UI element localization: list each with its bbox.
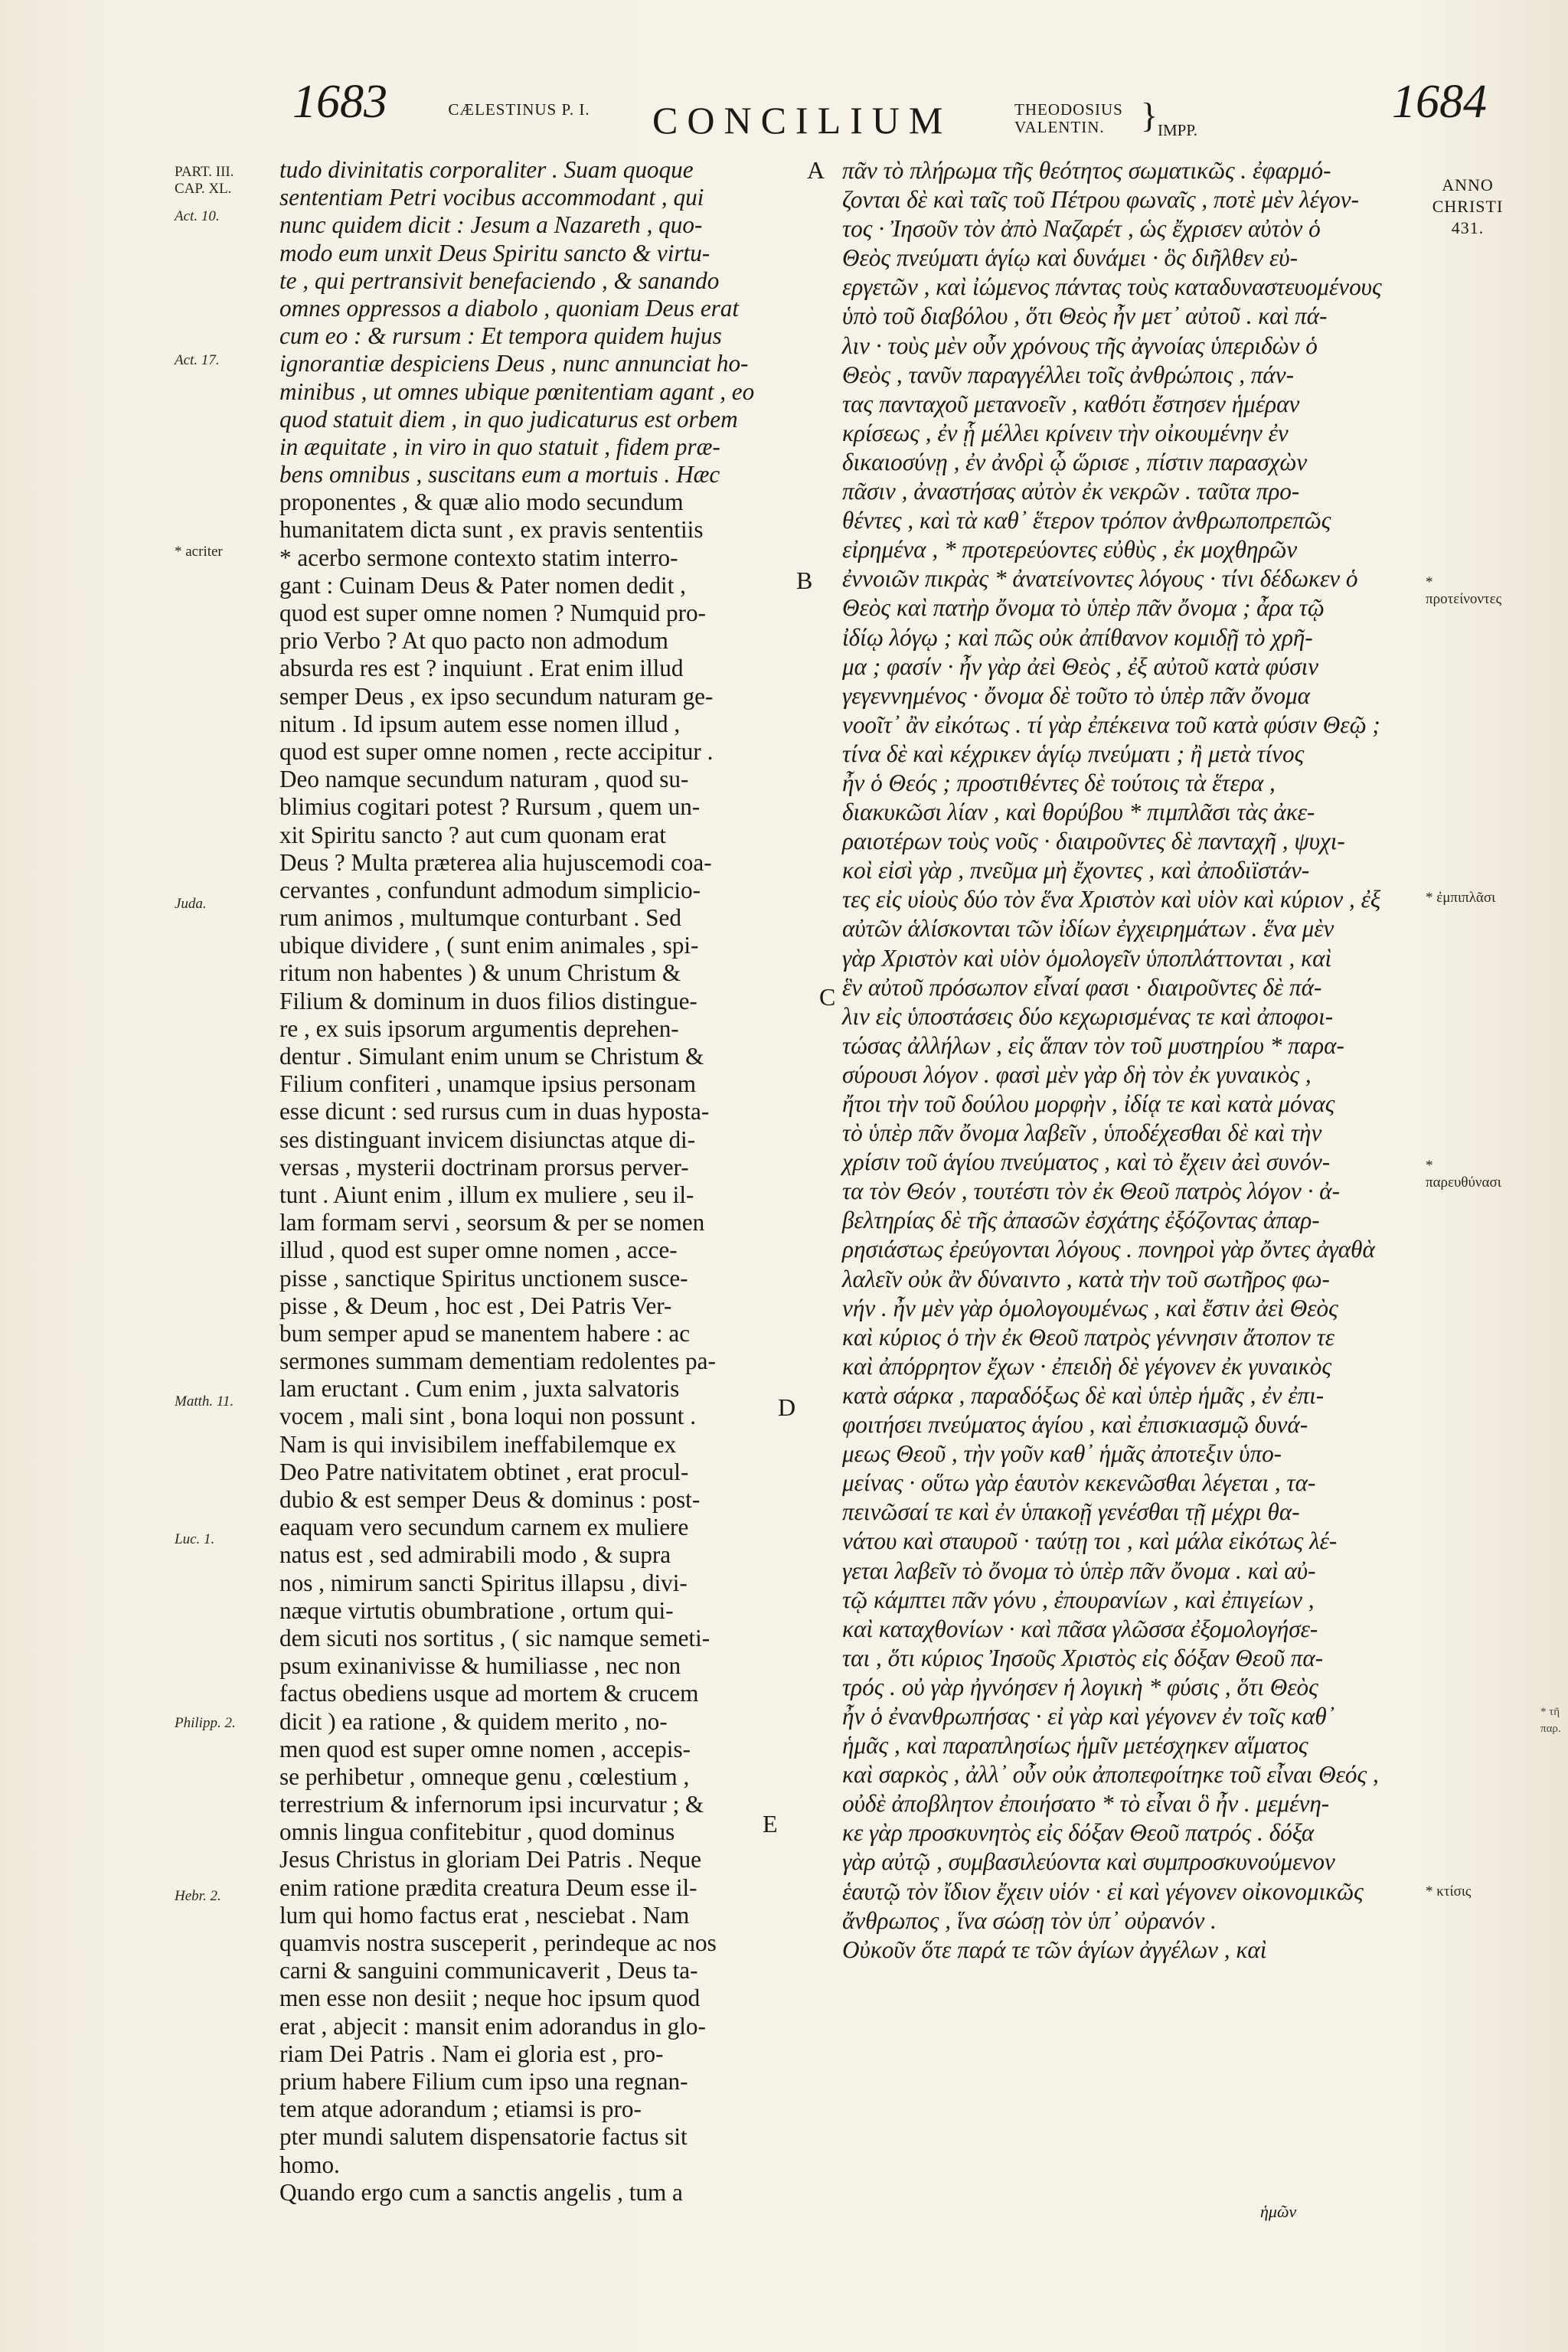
edge-note: * τῆ παρ. (1540, 1706, 1561, 1735)
latin-text-line: omnes oppressos a diabolo , quoniam Deus erat (279, 294, 740, 322)
latin-text-line: men esse non desiit ; neque hoc ipsum quod (279, 1984, 701, 2012)
latin-text-line: blimius cogitari potest ? Rursum , quem un- (279, 793, 701, 821)
greek-text-line: ἦν ὁ Θεός ; προστιθέντες δὲ τούτοις τὰ ἕτερα , (842, 769, 1276, 796)
page-number-left: 1683 (292, 76, 387, 128)
greek-text-line: τος · Ἰησοῦν τὸν ἀπὸ Ναζαρέτ , ὡς ἔχρισεν αὐτὸν ὁ (842, 215, 1321, 243)
latin-text-line: modo eum unxit Deus Spiritu sancto & virtu- (279, 239, 710, 266)
latin-text-line: absurda res est ? inquiunt . Erat enim illud (279, 655, 684, 682)
latin-text-line: prio Verbo ? At quo pacto non admodum (279, 627, 668, 655)
greek-text-line: ραιοτέρων τοὺς νοῦς · διαιροῦντες δὲ πανταχῆ , ψυχι- (842, 828, 1345, 855)
greek-text-line: πεινῶσαί τε καὶ ἐν ὑπακοῇ γενέσθαι τῇ μέχρι θα- (842, 1498, 1300, 1526)
greek-text-line: θέντες , καὶ τὰ καθ᾽ ἕτερον τρόπον ἀνθρωποπρεπῶς (842, 507, 1331, 534)
latin-text-line: cum eo : & rursum : Et tempora quidem hujus (279, 322, 722, 350)
greek-text-line: τες εἰς υἱοὺς δύο τὸν ἕνα Χριστὸν καὶ υἱὸν καὶ κύριον , ἐξ (842, 886, 1381, 913)
greek-text-line: καὶ καταχθονίων · καὶ πᾶσα γλῶσσα ἐξομολογήσε- (842, 1615, 1318, 1642)
latin-text-line: tudo divinitatis corporaliter . Suam quoque (279, 156, 694, 183)
latin-text-line: gant : Cuinam Deus & Pater nomen dedit , (279, 571, 686, 599)
latin-text-line: bum semper apud se manentem habere : ac (279, 1319, 691, 1347)
greek-text-line: μα ; φασίν · ἦν γὰρ ἀεὶ Θεὸς , ἐξ αὐτοῦ κατὰ φύσιν (842, 652, 1319, 680)
greek-text-line: τώσας ἀλλήλων , εἰς ἅπαν τὸν τοῦ μυστηρίου * παρα- (842, 1031, 1344, 1059)
greek-text-line: γεται λαβεῖν τὸ ὄνομα τὸ ὑπὲρ πᾶν ὄνομα . καὶ αὐ- (842, 1557, 1316, 1584)
latin-text-line: se perhibetur , omneque genu , cœlestium , (279, 1762, 690, 1790)
latin-text-line: terrestrium & infernorum ipsi incurvatur ; & (279, 1791, 704, 1818)
greek-text-line: τα τὸν Θεόν , τουτέστι τὸν ἐκ Θεοῦ πατρὸς λόγον · ἀ- (842, 1178, 1341, 1205)
margin-note-ref: Luc. 1. (175, 1531, 215, 1547)
latin-text-line: pter mundi salutem dispensatorie factus sit (279, 2123, 688, 2151)
latin-text-line: Filium & dominum in duos filios distingue- (279, 987, 697, 1014)
margin-note-variant: * κτίσις (1426, 1883, 1472, 1900)
latin-text-line: nunc quidem dicit : Jesum a Nazareth , quo- (279, 211, 703, 239)
greek-text-line: κρίσεως , ἐν ᾗ μέλλει κρίνειν τὴν οἰκουμένην ἐν (842, 419, 1289, 446)
greek-text-line: δικαιοσύνῃ , ἐν ἀνδρὶ ᾧ ὥρισε , πίστιν παρασχὼν (842, 448, 1308, 475)
latin-text-line: homo. (279, 2151, 340, 2178)
greek-text-line: νάτου καὶ σταυροῦ · ταύτῃ τοι , καὶ μάλα εἰκότως λέ- (842, 1527, 1338, 1555)
latin-text-line: in æquitate , in viro in quo statuit , fidem præ- (279, 433, 720, 460)
greek-text-line: ἐννοιῶν πικρὰς * ἀνατείνοντες λόγους · τίνι δέδωκεν ὁ (842, 565, 1358, 593)
greek-text-line: κε γὰρ προσκυνητὸς εἰς δόξαν Θεοῦ πατρός . δόξα (842, 1819, 1315, 1847)
latin-text-line: lum qui homo factus erat , nesciebat . Nam (279, 1901, 690, 1929)
latin-text-line: * acerbo sermone contexto statim interro- (279, 544, 678, 571)
greek-text-line: ται , ὅτι κύριος Ἰησοῦς Χριστὸς εἰς δόξαν Θεοῦ πα- (842, 1644, 1324, 1671)
latin-text-line: lam eructant . Cum enim , juxta salvatoris (279, 1375, 680, 1403)
greek-text-line: μεως Θεοῦ , τὴν γοῦν καθ᾽ ἡμᾶς ἀποτεξιν ὑπο- (842, 1440, 1282, 1468)
latin-text-line: esse dicunt : sed rursus cum in duas hyposta- (279, 1098, 710, 1125)
latin-text-line: prium habere Filium cum ipso una regnan- (279, 2067, 688, 2095)
latin-text-line: semper Deus , ex ipso secundum naturam ge- (279, 682, 714, 710)
margin-note-ref: Matth. 11. (175, 1393, 234, 1410)
greek-text-line: οὐδὲ ἀποβλητον ἐποιήσατο * τὸ εἶναι ὃ ἦν . μεμένη- (842, 1790, 1330, 1818)
section-letter: C (819, 983, 836, 1011)
margin-note-part: PART. III. CAP. XL. (175, 164, 234, 197)
greek-text-line: Θεὸς πνεύματι ἁγίῳ καὶ δυνάμει · ὃς διῆλθεν εὐ- (842, 244, 1298, 272)
greek-text-line: λαλεῖν οὐκ ἂν δύναιντο , κατὰ τὴν τοῦ σωτῆρος φω- (842, 1265, 1330, 1292)
latin-text-line: sermones summam dementiam redolentes pa- (279, 1348, 716, 1375)
greek-column (842, 156, 1393, 1965)
running-head-left: CÆLESTINUS P. I. (448, 100, 590, 119)
latin-text-line: riam Dei Patris . Nam ei gloria est , pro- (279, 2040, 664, 2067)
latin-text-line: Deo Patre nativitatem obtinet , erat procul- (279, 1458, 689, 1485)
catchword: ἡμῶν (1260, 2202, 1297, 2221)
greek-text-line: τας πανταχοῦ μετανοεῖν , καθότι ἔστησεν ἡμέραν (842, 390, 1300, 417)
latin-text-line: re , ex suis ipsorum argumentis deprehen- (279, 1014, 679, 1042)
greek-text-line: τὸ ὑπὲρ πᾶν ὄνομα λαβεῖν , ὑποδέχεσθαι δὲ καὶ τὴν (842, 1119, 1322, 1147)
margin-note-ref: Philipp. 2. (175, 1715, 236, 1731)
latin-text-line: xit Spiritu sancto ? aut cum quonam erat (279, 821, 666, 848)
latin-text-line: ubique dividere , ( sunt enim animales , spi- (279, 932, 699, 959)
greek-text-line: ἰδίῳ λόγῳ ; καὶ πῶς οὐκ ἀπίθανον κομιδῇ τὸ χρῆ- (842, 623, 1313, 651)
latin-text-line: quamvis nostra susceperit , perindeque ac nos (279, 1929, 717, 1956)
latin-text-line: Jesus Christus in gloriam Dei Patris . Neque (279, 1846, 701, 1873)
latin-text-line: dicit ) ea ratione , & quidem merito , no- (279, 1707, 668, 1735)
latin-text-line: Deus ? Multa præterea alia hujuscemodi coa- (279, 848, 712, 876)
latin-text-line: nitum . Id ipsum autem esse nomen illud , (279, 710, 681, 737)
running-head-impp: IMPP. (1158, 121, 1197, 139)
latin-text-line: eaquam vero secundum carnem ex muliere (279, 1514, 689, 1541)
section-letter: B (796, 567, 813, 594)
latin-text-line: te , qui pertransivit benefaciendo , & sanando (279, 266, 720, 294)
latin-text-line: ignorantiæ despiciens Deus , nunc annunciat ho- (279, 350, 749, 377)
greek-text-line: ρησιάστως ἐρεύγονται λόγους . πονηροὶ γὰρ ὄντες ἀγαθὰ (842, 1236, 1375, 1263)
latin-text-line: quod est super omne nomen , recte accipitur . (279, 737, 714, 765)
greek-text-line: πᾶσιν , ἀναστήσας αὐτὸν ἐκ νεκρῶν . ταῦτα προ- (842, 478, 1300, 505)
greek-text-line: σύρουσι λόγον . φασὶ μὲν γὰρ δὴ τὸν ἐκ γυναικὸς , (842, 1060, 1312, 1088)
latin-text-line: men quod est super omne nomen , accepis- (279, 1735, 691, 1762)
latin-text-line: humanitatem dicta sunt , ex pravis sententiis (279, 516, 704, 544)
header-brace: } (1141, 96, 1158, 135)
greek-text-line: νήν . ἦν μὲν γὰρ ὁμολογουμένως , καὶ ἔστιν ἀεὶ Θεὸς (842, 1294, 1338, 1321)
page-title: CONCILIUM (652, 99, 952, 142)
latin-text-line: Nam is qui invisibilem ineffabilemque ex (279, 1430, 677, 1458)
greek-text-line: γεγεννημένος · ὄνομα δὲ τοῦτο τὸ ὑπὲρ πᾶν ὄνομα (842, 681, 1311, 709)
greek-text-line: γὰρ αὐτῷ , συμβασιλεύοντα καὶ συμπροσκυνούμενον (842, 1848, 1335, 1876)
latin-text-line: tunt . Aiunt enim , illum ex muliere , seu il- (279, 1181, 694, 1208)
greek-text-line: γὰρ Χριστὸν καὶ υἱὸν ὁμολογεῖν ὑποπλάττονται , καὶ (842, 944, 1332, 972)
greek-text-line: ζονται δὲ καὶ ταῖς τοῦ Πέτρου φωναῖς , ποτὲ μὲν λέγον- (842, 186, 1359, 214)
greek-text-line: βελτηρίας δὲ τῆς ἀπασῶν ἐσχάτης ἐξόζοντας ἀπαρ- (842, 1207, 1320, 1234)
greek-text-line: λιν · τοὺς μὲν οὖν χρόνους τῆς ἀγνοίας ὑπεριδὼν ὁ (842, 332, 1318, 359)
greek-text-line: καὶ κύριος ὁ τὴν ἐκ Θεοῦ πατρὸς γέννησιν ἄτοπον τε (842, 1323, 1335, 1351)
greek-text-line: ἄνθρωπος , ἵνα σώσῃ τὸν ὑπ᾽ οὐρανόν . (842, 1906, 1217, 1934)
latin-text-line: næque virtutis obumbratione , ortum qui- (279, 1596, 674, 1624)
margin-note-variant: * acriter (175, 544, 223, 560)
latin-text-line: proponentes , & quæ alio modo secundum (279, 488, 684, 516)
greek-text-line: ἓν αὐτοῦ πρόσωπον εἶναί φασι · διαιροῦντες δὲ πά- (842, 973, 1322, 1001)
section-letter: D (778, 1393, 796, 1421)
greek-text-line: ἡμᾶς , καὶ παραπλησίως ἡμῖν μετέσχηκεν αἵματος (842, 1732, 1308, 1759)
greek-text-line: τῷ κάμπτει πᾶν γόνυ , ἐπουρανίων , καὶ ἐπιγείων , (842, 1586, 1315, 1613)
greek-text-line: νοοῖτ᾽ ἂν εἰκότως . τί γὰρ ἐπέκεινα τοῦ κατὰ φύσιν Θεῷ ; (842, 710, 1380, 738)
latin-text-line: factus obediens usque ad mortem & crucem (279, 1680, 699, 1707)
page-number-right: 1684 (1392, 76, 1487, 128)
latin-text-line: Deo namque secundum naturam , quod su- (279, 766, 689, 793)
latin-text-line: bens omnibus , suscitans eum a mortuis . Hæc (279, 461, 720, 488)
latin-text-line: natus est , sed admirabili modo , & supra (279, 1541, 671, 1569)
margin-note-ref: Act. 17. (175, 352, 220, 368)
latin-text-line: ritum non habentes ) & unum Christum & (279, 959, 681, 987)
latin-column (279, 156, 808, 2207)
latin-text-line: psum exinanivisse & humiliasse , nec non (279, 1652, 681, 1680)
greek-text-line: χρίσιν τοῦ ἁγίου πνεύματος , καὶ τὸ ἔχειν ἀεὶ συνόν- (842, 1148, 1331, 1176)
greek-text-line: μείνας · οὕτω γὰρ ἑαυτὸν κεκενῶσθαι λέγεται , τα- (842, 1469, 1316, 1497)
latin-text-line: rum animos , multumque conturbant . Sed (279, 904, 681, 932)
margin-note-ref: Hebr. 2. (175, 1888, 221, 1904)
latin-text-line: carni & sanguini communicaverit , Deus ta- (279, 1957, 698, 1984)
greek-text-line: ἑαυτῷ τὸν ἴδιον ἔχειν υἱόν · εἰ καὶ γέγονεν οἰκονομικῶς (842, 1877, 1364, 1905)
greek-text-line: ἦν ὁ ἐνανθρωπήσας · εἰ γὰρ καὶ γέγονεν ἐν τοῖς καθ᾽ (842, 1702, 1335, 1730)
greek-text-line: εργετῶν , καὶ ἰώμενος πάντας τοὺς καταδυναστευομένους (842, 273, 1382, 301)
greek-text-line: καὶ ἀπόρρητον ἔχων · ἐπειδὴ δὲ γέγονεν ἐκ γυναικὸς (842, 1352, 1332, 1380)
latin-text-line: pisse , & Deum , hoc est , Dei Patris Ver- (279, 1292, 672, 1319)
greek-text-line: καὶ σαρκὸς , ἀλλ᾽ οὖν οὐκ ἀποπεφοίτηκε τοῦ εἶναι Θεός , (842, 1761, 1379, 1788)
latin-text-line: Quando ergo cum a sanctis angelis , tum a (279, 2178, 683, 2206)
latin-text-line: Filium confiteri , unamque ipsius personam (279, 1070, 696, 1098)
latin-text-line: dubio & est semper Deus & dominus : post- (279, 1486, 701, 1513)
latin-text-line: enim ratione prædita creatura Deum esse il- (279, 1873, 697, 1901)
margin-note-variant: * παρευθύνασι (1426, 1158, 1501, 1191)
greek-text-line: φοιτήσει πνεύματος ἁγίου , καὶ ἐπισκιασμῷ δυνά- (842, 1411, 1308, 1439)
latin-text-line: quod est super omne nomen ? Numquid pro- (279, 599, 706, 626)
latin-text-line: nos , nimirum sancti Spiritus illapsu , divi- (279, 1569, 688, 1596)
latin-text-line: erat , abjecit : mansit enim adorandus in glo- (279, 2012, 706, 2040)
latin-text-line: ses distinguant invicem disiunctas atque di- (279, 1125, 696, 1153)
greek-text-line: αὐτῶν ἁλίσκονται τῶν ἰδίων ἐγχειρημάτων . ἕνα μὲν (842, 915, 1334, 942)
greek-text-line: εἰρημένα , * προτερεύοντες εὐθὺς , ἐκ μοχθηρῶν (842, 536, 1298, 564)
latin-text-line: minibus , ut omnes ubique pœnitentiam agant , eo (279, 377, 755, 405)
latin-text-line: illud , quod est super omne nomen , acce- (279, 1236, 678, 1264)
greek-text-line: ὑπὸ τοῦ διαβόλου , ὅτι Θεὸς ἦν μετ᾽ αὐτοῦ . καὶ πά- (842, 302, 1328, 330)
greek-text-line: ἤτοι τὴν τοῦ δούλου μορφὴν , ἰδίᾳ τε καὶ κατὰ μόνας (842, 1090, 1335, 1117)
latin-text-line: vocem , mali sint , bona loqui non possunt . (279, 1403, 697, 1430)
latin-text-line: lam formam servi , seorsum & per se nomen (279, 1209, 705, 1236)
latin-text-line: sententiam Petri vocibus accommodant , qui (279, 184, 704, 211)
greek-text-line: τίνα δὲ καὶ κέχρικεν ἁγίῳ πνεύματι ; ἢ μετὰ τίνος (842, 740, 1305, 767)
greek-text-line: κατὰ σάρκα , παραδόξως δὲ καὶ ὑπὲρ ἡμᾶς , ἐν ἐπι- (842, 1381, 1325, 1409)
greek-text-line: λιν εἰς ὑποστάσεις δύο κεχωρισμένας τε καὶ ἀποφοι- (842, 1002, 1334, 1030)
greek-text-line: διακυκῶσι λίαν , καὶ θορύβου * πιμπλᾶσι τὰς ἀκε- (842, 799, 1315, 826)
latin-text-line: omnis lingua confitebitur , quod dominus (279, 1818, 675, 1846)
margin-note-variant: * προτείνοντες (1426, 574, 1502, 607)
anno-christi-note: ANNO CHRISTI 431. (1432, 175, 1504, 237)
latin-text-line: cervantes , confundunt admodum simplicio- (279, 876, 701, 903)
latin-text-line: dentur . Simulant enim unum se Christum & (279, 1043, 704, 1070)
latin-text-line: quod statuit diem , in quo judicaturus est orbem (279, 405, 738, 433)
greek-text-line: τρός . οὐ γὰρ ἠγνόησεν ἡ λογικὴ * φύσις , ὅτι Θεὸς (842, 1673, 1318, 1700)
greek-text-line: Θεὸς , τανῦν παραγγέλλει τοῖς ἀνθρώποις , πάν- (842, 361, 1295, 388)
margin-note-ref: Act. 10. (175, 208, 220, 224)
running-head-right: THEODOSIUS VALENTIN. (1014, 100, 1123, 136)
latin-text-line: versas , mysterii doctrinam prorsus perver- (279, 1153, 689, 1181)
latin-text-line: pisse , sanctique Spiritus unctionem susce- (279, 1264, 688, 1292)
greek-text-line: πᾶν τὸ πλήρωμα τῆς θεότητος σωματικῶς . ἐφαρμό- (842, 157, 1331, 184)
latin-text-line: tem atque adorandum ; etiamsi is pro- (279, 2096, 642, 2123)
latin-text-line: dem sicuti nos sortitus , ( sic namque semeti- (279, 1624, 710, 1651)
section-letter: E (763, 1810, 778, 1838)
section-letter: A (807, 156, 825, 184)
margin-note-ref: Juda. (175, 896, 207, 912)
margin-note-variant: * ἐμπιπλᾶσι (1426, 890, 1496, 906)
greek-text-line: Οὐκοῦν ὅτε παρά τε τῶν ἁγίων ἀγγέλων , καὶ (842, 1936, 1267, 1963)
greek-text-line: Θεὸς καὶ πατὴρ ὄνομα τὸ ὑπὲρ πᾶν ὄνομα ; ἆρα τῷ (842, 594, 1325, 622)
greek-text-line: κοὶ εἰσὶ γὰρ , πνεῦμα μὴ ἔχοντες , καὶ ἀποδιϊστάν- (842, 857, 1310, 884)
